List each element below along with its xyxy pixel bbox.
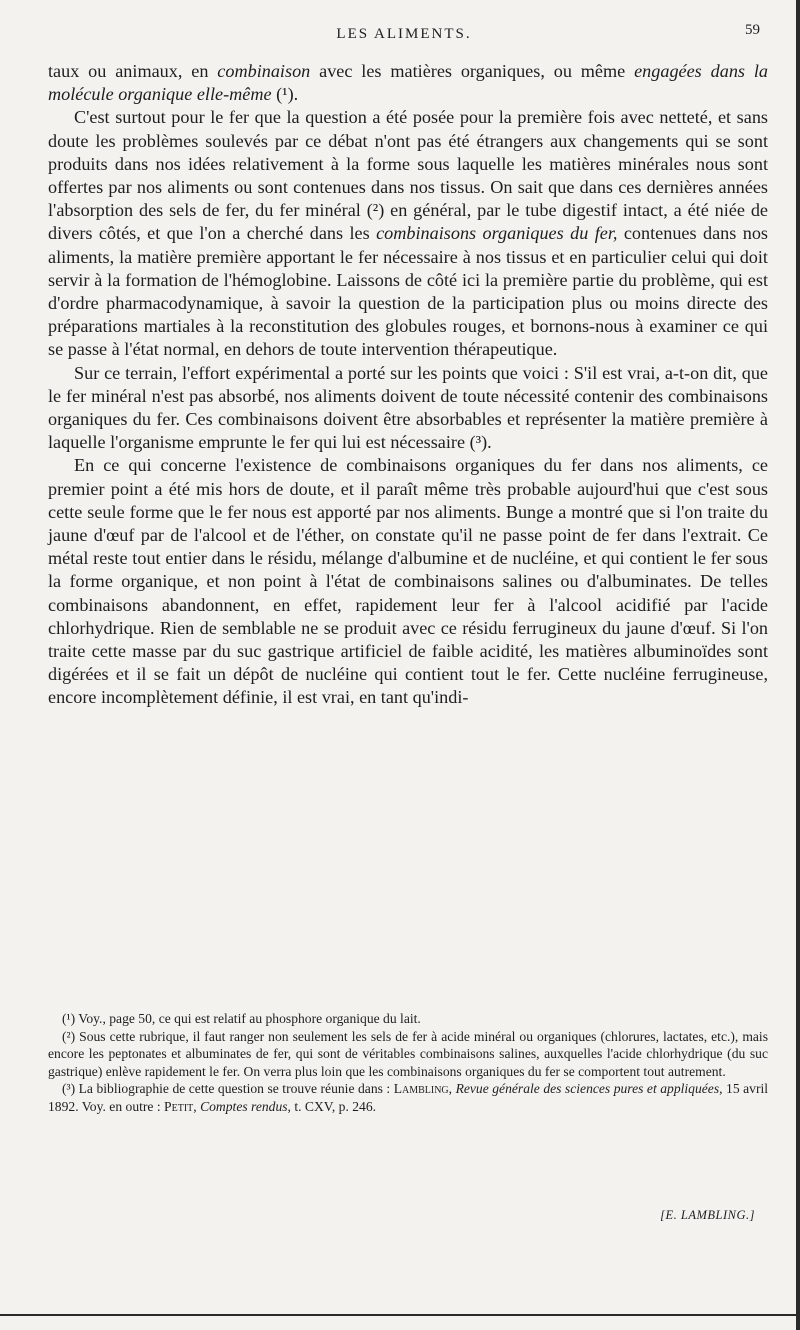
text-run: (³) La bibliographie de cette question se trouve réunie dans : — [62, 1081, 394, 1096]
italic-run: combinaisons organiques du fer, — [376, 223, 618, 244]
paragraph-3: Sur ce terrain, l'effort expérimental a porté sur les points que voici : S'il est vrai, a-t-on dit, que le fer minéral n'est pas absorbé, nos aliments doivent de toute nécessité contenir des combinaisons organiques du fer. Ces combinaisons doivent être absorbables et représenter la matière première à laquelle l'organisme emprunte le fer qui lui est nécessaire (³). — [48, 362, 768, 453]
italic-run: Revue générale des sciences pures et appliquées — [455, 1081, 720, 1096]
paragraph-1 — [48, 60, 768, 106]
scan-edge-bottom — [0, 1314, 800, 1316]
footnote-2: (²) Sous cette rubrique, il faut ranger non seulement les sels de fer à acide minéral ou organiques (chlorures, lactates, etc.), mais encore les peptonates et albuminates de fer, qui sont de véritables combinaisons salines, auxquelles l'acide chlorhydrique (du suc gastrique) enlève rapidement le fer. On verra plus loin que les combinaisons organiques du fer se comportent tout autrement. — [48, 1028, 768, 1079]
text-run: taux ou animaux, en — [48, 61, 218, 81]
text-run: , — [448, 1081, 456, 1096]
author-name: Lambling — [393, 1081, 449, 1096]
footnotes — [48, 1010, 768, 1115]
page-header — [48, 18, 760, 52]
page-number: 59 — [745, 22, 760, 38]
text-run: , — [193, 1098, 201, 1114]
text-run: , 15 avril 1892. Voy. en outre : — [48, 1081, 769, 1114]
italic-run: combinaison — [217, 61, 311, 81]
text-run: C'est surtout pour le fer que la question a été posée pour la première fois avec netteté, et sans doute les problèmes soulevés par ce débat n'ont pas été étrangers aux changements qui se sont produits dans nos idées relativement à la forme sous laquelle les matières minérales nous sont offertes par nos aliments ou sont contenues dans nos tissus. On sait que dans ces dernières années l'absorption des sels de fer, du fer minéral (²) en général, par le tube digestif intact, a été niée de divers côtés, et que l'on a cherché dans les — [48, 107, 768, 244]
text-run: avec les matières organiques, ou même — [310, 61, 635, 81]
author-signature: [E. LAMBLING.] — [660, 1208, 755, 1222]
footnote-1: (¹) Voy., page 50, ce qui est relatif au phosphore organique du lait. — [62, 1011, 421, 1026]
scan-edge-right — [796, 0, 800, 1330]
text-run: contenues dans nos aliments, la matière première apportant le fer nécessaire à nos tissus et en particulier celui qui doit servir à la formation de l'hémoglobine. Laissons de côté ici la première partie du problème, qui est d'ordre pharmacodynamique, à savoir la question de la participation plus ou moins directe des préparations martiales à la reconstitution des globules rouges, et bornons-nous à examiner ce qui se passe à l'état normal, en dehors de toute intervention thérapeutique. — [48, 223, 769, 360]
running-title: LES ALIMENTS. — [336, 26, 472, 42]
paragraph-2 — [48, 106, 768, 361]
footnote-3 — [48, 1080, 768, 1115]
main-text — [48, 60, 768, 710]
italic-run: engagées dans la molécule organique elle-même — [48, 61, 768, 105]
text-run: , t. CXV, p. 246. — [287, 1098, 377, 1114]
paragraph-4: En ce qui concerne l'existence de combinaisons organiques du fer dans nos aliments, ce premier point a été mis hors de doute, et il paraît même très probable aujourd'hui que c'est sous cette seule forme que le fer nous est apporté par nos aliments. Bunge a montré que si l'on traite du jaune d'œuf par de l'alcool et de l'éther, on constate qu'il ne passe point de fer dans l'extrait. Ce métal reste tout entier dans le résidu, mélange d'albumine et de nucléine, et qui contient le fer sous la forme organique, et non point à l'état de combinaisons salines ou d'albuminates. De telles combinaisons abandonnent, en effet, rapidement leur fer à l'alcool acidifié par l'acide chlorhydrique. Rien de semblable ne se produit avec ce résidu ferrugineux du jaune d'œuf. Si l'on traite cette masse par du suc gastrique artificiel de faible acidité, les matières albuminoïdes sont digérées et il se fait un dépôt de nucléine qui contient tout le fer. Cette nucléine ferrugineuse, encore incomplètement définie, il est vrai, en tant qu'indi- — [48, 455, 768, 708]
italic-run: Comptes rendus — [200, 1098, 288, 1114]
text-run: (¹). — [271, 84, 299, 105]
author-name: Petit — [164, 1098, 194, 1114]
